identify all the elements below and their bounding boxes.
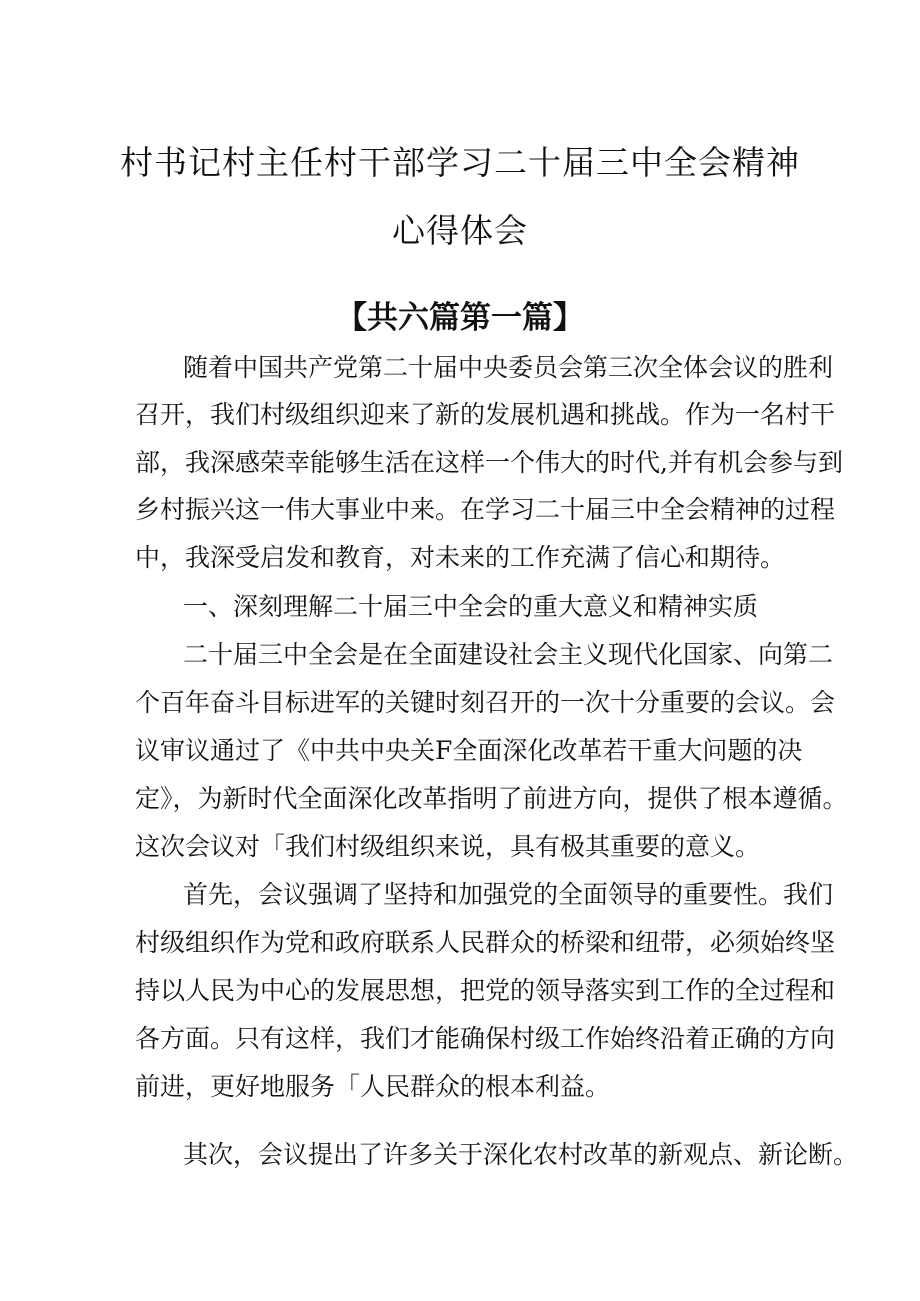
section-heading: 一、深刻理解二十届三中全会的重大意义和精神实质 bbox=[183, 592, 759, 621]
paragraph-line: 部，我深感荣幸能够生活在这样一个伟大的时代,并有机会参与到 bbox=[135, 448, 843, 477]
title-line-1: 村书记村主任村干部学习二十届三中全会精神 bbox=[120, 143, 800, 182]
paragraph-line: 召开，我们村级组织迎来了新的发展机遇和挑战。作为一名村干 bbox=[135, 400, 836, 429]
paragraph-line: 议审议通过了《中共中央关F全面深化改革若干重大问题的决 bbox=[135, 736, 803, 765]
paragraph-line: 持以人民为中心的发展思想，把党的领导落实到工作的全过程和 bbox=[135, 976, 836, 1005]
paragraph-line: 二十届三中全会是在全面建设社会主义现代化国家、向第二 bbox=[183, 640, 834, 669]
paragraph-line: 定》，为新时代全面深化改革指明了前进方向，提供了根本遵循。 bbox=[135, 784, 848, 813]
paragraph-line: 中，我深受启发和教育，对未来的工作充满了信心和期待。 bbox=[135, 543, 786, 572]
paragraph-line: 各方面。只有这样，我们才能确保村级工作始终沿着正确的方向 bbox=[135, 1024, 836, 1053]
paragraph-line: 这次会议对「我们村级组织来说，具有极其重要的意义。 bbox=[135, 832, 761, 861]
paragraph-line: 前进，更好地服务「人民群众的根本利益。 bbox=[135, 1072, 611, 1101]
article-subtitle: 【共六篇第一篇】 bbox=[336, 300, 584, 336]
paragraph-line: 村级组织作为党和政府联系人民群众的桥梁和纽带，必须始终坚 bbox=[135, 928, 836, 957]
title-line-2: 心得体会 bbox=[392, 211, 528, 250]
paragraph-line: 乡村振兴这一伟大事业中来。在学习二十届三中全会精神的过程 bbox=[135, 495, 836, 524]
paragraph-line: 首先，会议强调了坚持和加强党的全面领导的重要性。我们 bbox=[183, 880, 834, 909]
paragraph-line: 个百年奋斗目标进军的关键时刻召开的一次十分重要的会议。会 bbox=[135, 688, 836, 717]
paragraph-line: 其次，会议提出了许多关于深化农村改革的新观点、新论断。 bbox=[183, 1140, 859, 1169]
paragraph-line: 随着中国共产党第二十届中央委员会第三次全体会议的胜利 bbox=[183, 353, 834, 382]
